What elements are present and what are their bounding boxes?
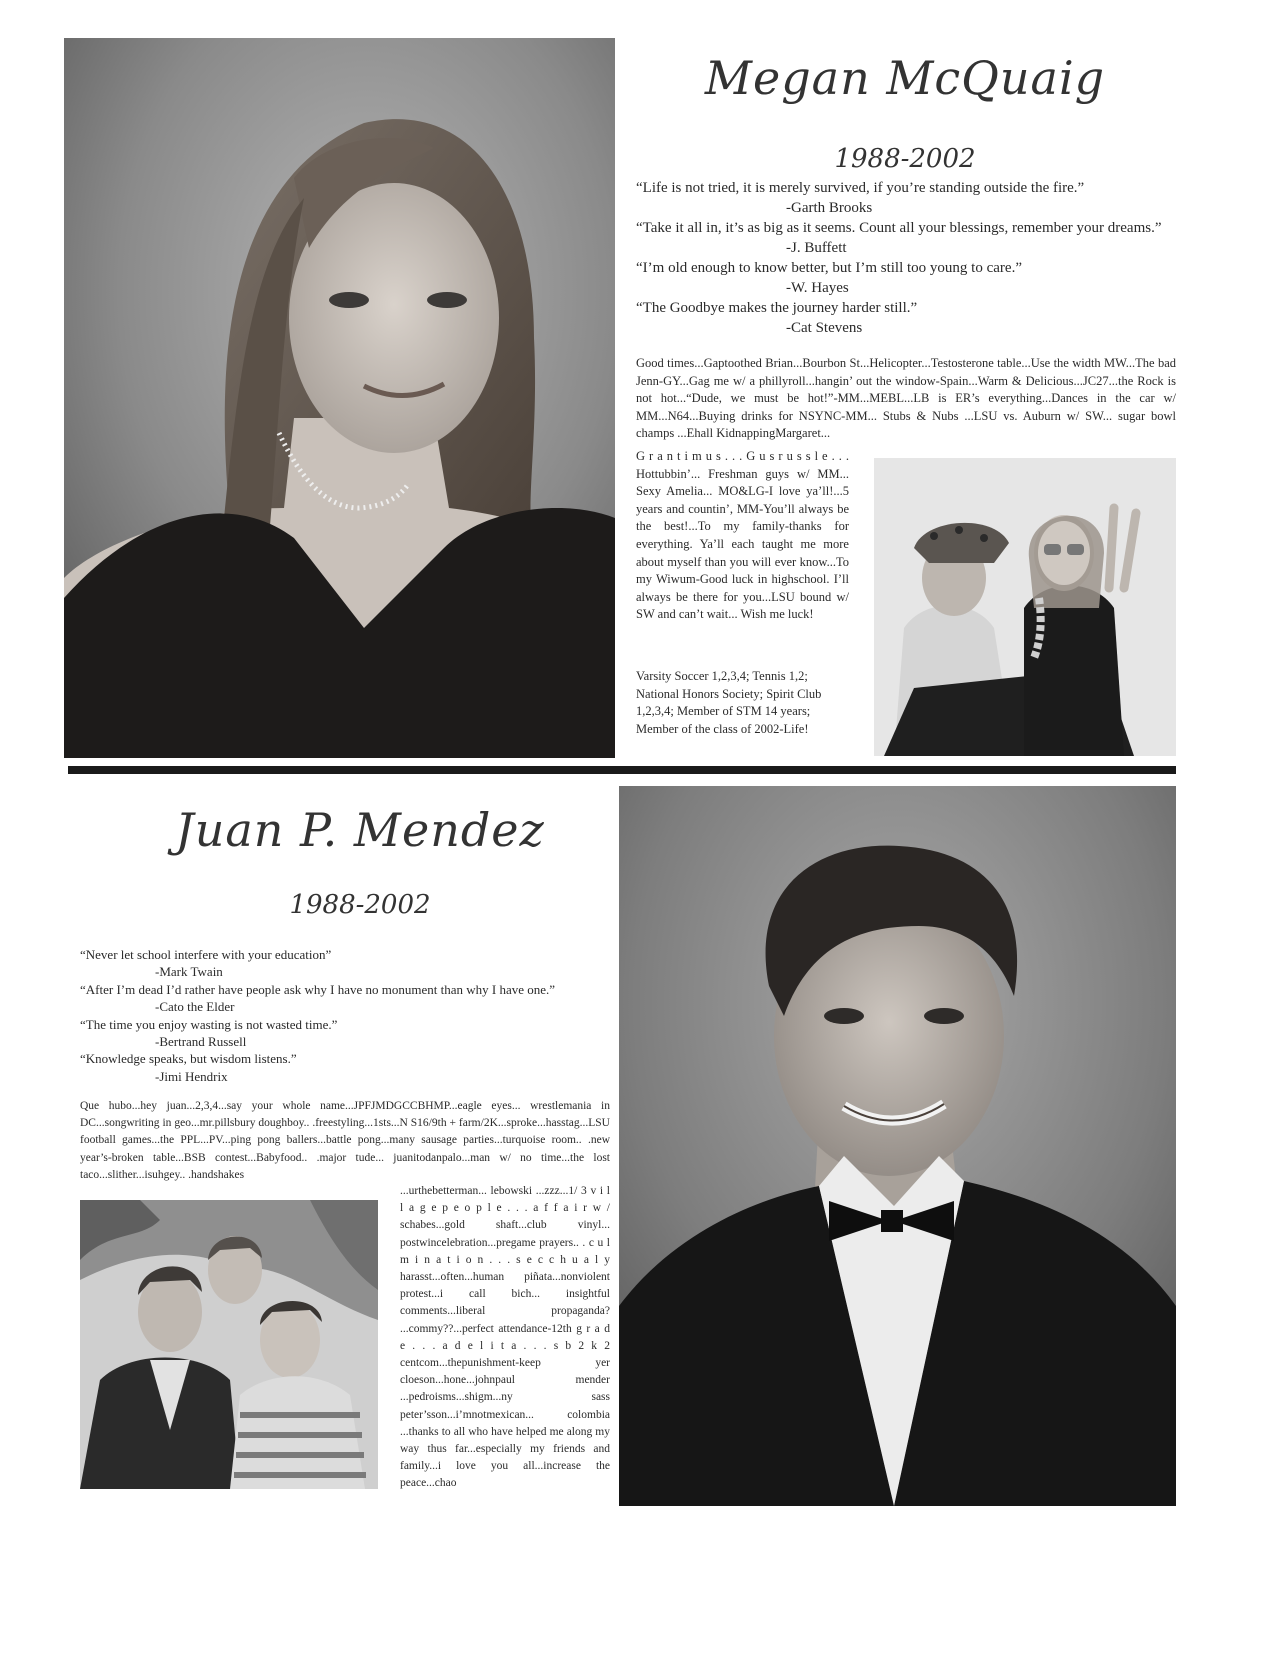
megan-quote-1-author: -Garth Brooks [786,200,873,216]
juan-message-continued: ...urthebetterman... lebowski ...zzz...1/ 3 v i l l a g e p e o p l e . . . a f f a i r w / schabes...gold shaft...club vinyl... postwincelebration...pregame prayers.. . c u l m i n a t i o n . . . s e c c h u a l y harasst...often...human piñata...nonviolent protest...i call bich... insightful comments...liberal propaganda? ...commy??...perfect attendance-12th g r a d e . . . a d e l i t a . . . s b 2 k 2 centcom...thepunishment-keep yer cloeson...hone...johnpaul mender ...pedroisms...shigm...ny sass peter’sson...i’mnotmexican... colombia ...thanks to all who have helped me along my way thus far...especially my friends and family...i love you all...increase the peace...chao [400,1185,610,1490]
megan-years: 1988-2002 [834,144,976,174]
megan-activities: Varsity Soccer 1,2,3,4; Tennis 1,2; National Honors Society; Spirit Club 1,2,3,4; Member of STM 14 years; Member of the class of 2002-Life! [636,669,822,736]
juan-name-heading: Juan P. Mendez [175,803,545,857]
megan-quote-2-author: -J. Buffett [786,240,847,256]
juan-quote-2: “After I’m dead I’d rather have people ask why I have no monument than why I have one.” [80,981,556,997]
juan-quote-3-author: -Bertrand Russell [155,1034,247,1050]
section-divider [68,766,1176,774]
juan-quote-4: “Knowledge speaks, but wisdom listens.” [80,1051,297,1067]
juan-quote-4-author: -Jimi Hendrix [155,1068,228,1084]
megan-quote-3: “I’m old enough to know better, but I’m still too young to care.” [636,260,1022,276]
juan-quote-3: “The time you enjoy wasting is not wasted time.” [80,1016,338,1032]
megan-message-continued: G r a n t i m u s . . . G u s r u s s l e . . . Hottubbin’... Freshman guys w/ MM... Sexy Amelia... MO&LG-I love ya’ll!...5 years and countin’, MM-You’ll always be the best!...To my family-thanks for everything. Ya’ll each taught me more about myself than you will ever know...To my Wiwum-Good luck in highschool. I’ll always be there for you...LSU bound w/ SW and can’t wait... Wish me luck! [636,449,849,622]
megan-quote-2: “Take it all in, it’s as big as it seems. Count all your blessings, remember your dreams.” [636,220,1162,236]
megan-candid-photo [874,458,1176,756]
megan-quote-1: “Life is not tried, it is merely survived, if you’re standing outside the fire.” [636,180,1085,196]
juan-quote-2-author: -Cato the Elder [155,999,235,1015]
megan-message: Good times...Gaptoothed Brian...Bourbon St...Helicopter...Testosterone table...Use the width MW...The bad Jenn-GY...Gag me w/ a phillyroll...hangin’ out the window-Spain...Warm & Delicious...JC27...the Rock is not hot...“Dude, we must be hot!”-MM...MEBL...LB is ER’s everything...Dances in the car w/ MM...N64...Buying drinks for NSYNC-MM... Stubs & Nubs ...LSU vs. Auburn w/ SW... sugar bowl champs ...Ehall KidnappingMargaret... [636,356,1176,441]
megan-portrait-photo [64,38,615,758]
juan-quote-1: “Never let school interfere with your education” [80,947,332,962]
juan-message: Que hubo...hey juan...2,3,4...say your whole name...JPFJMDGCCBHMP...eagle eyes... wrestlemania in DC...songwriting in geo...mr.pillsbury doughboy.. .freestyling...1sts...N S16/9th + farm/2K...sproke...hasstag...LSU football games...the PPL...PV...ping pong ballers...battle pong...many sausage parties...turquoise room.. .new year’s-broken table...BSB contest...Babyfood.. .major tude... juanitodanpalo...man w/ no time...the lost taco...slither...isuhgey.. .handshakes [80,1100,610,1181]
megan-quotes [636,178,1176,338]
megan-quote-4: “The Goodbye makes the journey harder still.” [636,300,918,316]
juan-quote-1-author: -Mark Twain [155,964,223,980]
megan-quote-4-author: -Cat Stevens [786,320,863,336]
juan-years: 1988-2002 [289,890,431,920]
juan-portrait-photo [619,786,1176,1506]
megan-quote-3-author: -W. Hayes [786,280,849,296]
juan-candid-photo [80,1200,378,1489]
megan-name-heading: Megan McQuaig [704,51,1106,105]
juan-quotes [80,946,620,1085]
